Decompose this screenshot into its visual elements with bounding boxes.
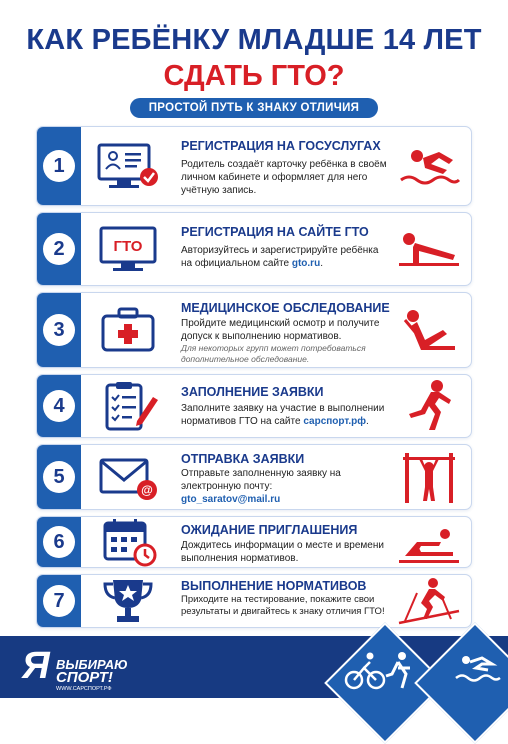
step-number-panel [37,517,81,567]
step-number: 1 [43,150,75,182]
page-title-line2: СДАТЬ ГТО? [163,60,345,92]
step-number-panel [37,127,81,205]
step-text [181,244,391,270]
subtitle-pill: ПРОСТОЙ ПУТЬ К ЗНАКУ ОТЛИЧИЯ [130,98,378,118]
calendar-clock-icon [93,517,163,567]
step-number-panel [37,293,81,367]
page-title-line1: КАК РЕБЁНКУ МЛАДШЕ 14 ЛЕТ [26,24,482,56]
step-card-5 [36,444,472,510]
step-number: 2 [43,233,75,265]
logo-line1: ВЫБИРАЮ [56,657,128,672]
logo-text [56,658,128,684]
monitor-profile-icon [93,141,163,191]
step-text: Отправьте заполненную заявку на электронную почту: [181,468,341,492]
swimmer-icon [395,140,463,192]
cyclist-runner-icon [340,644,430,694]
pushup-icon [395,223,463,275]
logo-line2: СПОРТ! [56,669,113,686]
step-text: Пройдите медицинский осмотр и получите допуск к выполнению нормативов. [181,318,380,342]
monitor-gto-icon [93,224,163,274]
step-number: 3 [43,314,75,346]
footer-swimmer-icon [452,648,502,688]
footer-band [0,636,508,698]
runner-icon [395,380,463,432]
pullup-bar-icon [395,451,463,503]
medical-kit-icon [93,305,163,355]
skier-icon [395,575,463,627]
step-note: Для некоторых групп может потребоваться дополнительное обследование. [181,343,366,364]
step-text-main: Заполните заявку на участие в выполнении нормативов ГТО на сайте [181,403,385,427]
step-number-panel [37,213,81,285]
step-text-suffix: . [320,258,323,269]
step-title: ОЖИДАНИЕ ПРИГЛАШЕНИЯ [181,523,358,537]
step-card-4 [36,374,472,438]
step-title: МЕДИЦИНСКОЕ ОБСЛЕДОВАНИЕ [181,301,390,315]
step-text-main: Авторизуйтесь и зарегистрируйте ребёнка на официальном сайте [181,245,379,269]
situp-icon [395,304,463,356]
envelope-at-icon [93,452,163,502]
step-text-suffix: . [366,416,369,427]
step-number-panel [37,375,81,437]
step-title: РЕГИСТРАЦИЯ НА САЙТЕ ГТО [181,225,369,239]
step-number-panel [37,575,81,627]
trophy-star-icon [93,576,163,626]
step-card-3 [36,292,472,368]
step-card-6 [36,516,472,568]
step-number: 4 [43,390,75,422]
step-number: 7 [43,585,75,617]
step-text: Родитель создаёт карточку ребёнка в своём личном кабинете и оформляет для него учётную запись. [181,159,387,196]
step-title: ВЫПОЛНЕНИЕ НОРМАТИВОВ [181,579,367,593]
gto-site-link[interactable]: gto.ru [291,258,321,269]
step-title: ЗАПОЛНЕНИЕ ЗАЯВКИ [181,385,324,399]
step-text: Дождитесь информации о месте и времени выполнения нормативов. [181,540,384,564]
email-link[interactable]: gto_saratov@mail.ru [181,494,281,505]
step-number-panel [37,445,81,509]
step-text [181,402,391,428]
step-title: РЕГИСТРАЦИЯ НА ГОСУСЛУГАХ [181,139,381,153]
footer-site: WWW.САРСПОРТ.РФ [56,686,112,692]
step-card-1 [36,126,472,206]
step-number: 6 [43,526,75,558]
sarsport-site-link[interactable]: сарспорт.рф [303,416,367,427]
gto-screen-label: ГТО [113,238,143,255]
step-number: 5 [43,461,75,493]
clipboard-checklist-icon [93,381,163,431]
step-card-2 [36,212,472,286]
step-text: Приходите на тестирование, покажите свои результаты и двигайтесь к знаку отличия ГТО! [181,594,385,617]
step-title: ОТПРАВКА ЗАЯВКИ [181,452,305,466]
forward-bend-icon [395,516,463,568]
svg-text:@: @ [141,483,153,497]
step-card-7 [36,574,472,628]
logo-letter: Я [22,645,50,687]
